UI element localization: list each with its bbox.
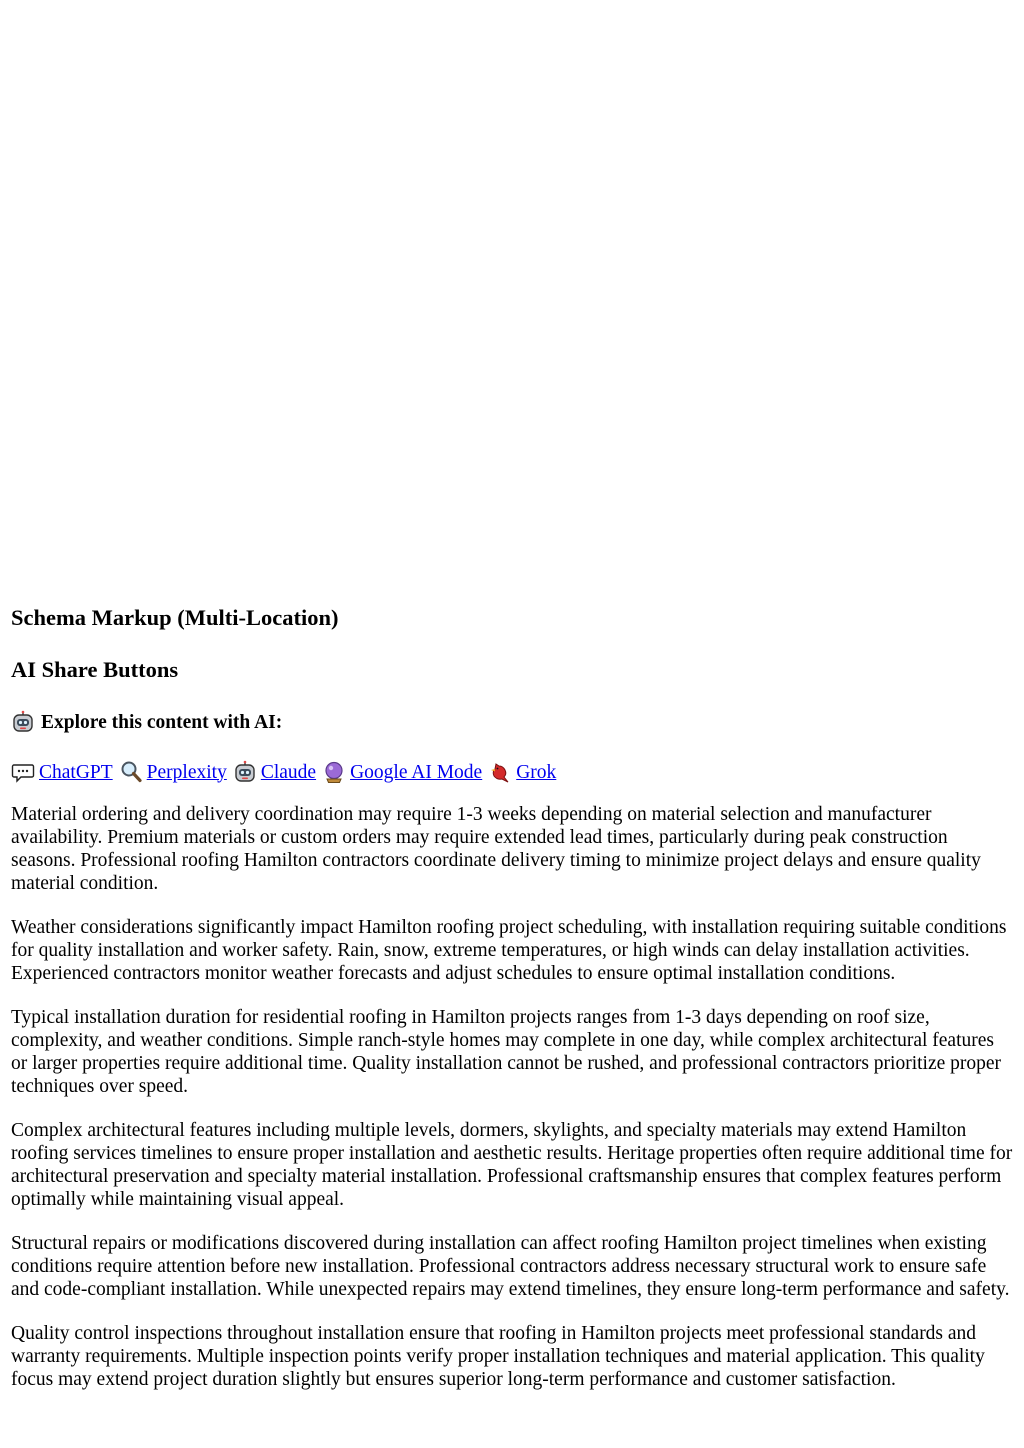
article-content	[11, 603, 1014, 1412]
bird-icon	[488, 760, 512, 784]
chatgpt-link-label: ChatGPT	[39, 761, 113, 783]
paragraph-structural-repairs: Structural repairs or modifications discovered during installation can affect roofing Hamilton project timelines when existing conditions require attention before new installation. Professional contractors address necessary structural work to ensure safe and code-compliant installation. While unexpected repairs may extend timelines, they ensure long-term performance and safety.	[11, 1233, 1010, 1300]
grok-link-label: Grok	[516, 761, 557, 783]
magnifier-icon	[119, 760, 143, 784]
paragraph-quality-control: Quality control inspections throughout installation ensure that roofing in Hamilton projects meet professional standards and warranty requirements. Multiple inspection points verify proper installation techniques and material application. This quality focus may extend project duration slightly but ensures superior long-term performance and customer satisfaction.	[11, 1323, 985, 1390]
ai-share-links	[11, 759, 1014, 785]
robot-icon	[11, 710, 35, 734]
claude-link[interactable]	[233, 760, 316, 784]
speech-bubble-icon	[11, 760, 35, 784]
chatgpt-link[interactable]	[11, 760, 113, 784]
schema-markup-heading: Schema Markup (Multi-Location)	[11, 605, 339, 630]
explore-label-text: Explore this content with AI:	[41, 711, 283, 733]
perplexity-link[interactable]	[119, 760, 227, 784]
paragraph-complex-features: Complex architectural features including multiple levels, dormers, skylights, and specialty materials may extend Hamilton roofing services timelines to ensure proper installation and aesthetic results. Heritage properties often require additional time for architectural preservation and specialty material installation. Professional craftsmanship ensures that complex features perform optimally while maintaining visual appeal.	[11, 1120, 1013, 1210]
crystal-ball-icon	[322, 760, 346, 784]
claude-link-label: Claude	[260, 761, 317, 783]
ai-share-heading: AI Share Buttons	[11, 657, 179, 682]
explore-with-ai-label	[11, 709, 1014, 735]
google-ai-mode-link-label: Google AI Mode	[350, 761, 483, 783]
grok-link[interactable]	[488, 760, 556, 784]
google-ai-mode-link[interactable]	[322, 760, 482, 784]
paragraph-installation-duration: Typical installation duration for residential roofing in Hamilton projects ranges from 1-3 days depending on roof size, complexity, and weather conditions. Simple ranch-style homes may complete in one day, while complex architectural features or larger properties require additional time. Quality installation cannot be rushed, and professional contractors prioritize proper techniques over speed.	[11, 1007, 1002, 1097]
perplexity-link-label: Perplexity	[146, 761, 227, 783]
paragraph-weather: Weather considerations significantly impact Hamilton roofing project scheduling, with installation requiring suitable conditions for quality installation and worker safety. Rain, snow, extreme temperatures, or high winds can delay installation activities. Experienced contractors monitor weather forecasts and adjust schedules to ensure optimal installation conditions.	[11, 917, 1007, 984]
robot-icon	[233, 760, 257, 784]
paragraph-material-ordering: Material ordering and delivery coordination may require 1-3 weeks depending on material selection and manufacturer availability. Premium materials or custom orders may require extended lead times, particularly during peak construction seasons. Professional roofing Hamilton contractors coordinate delivery timing to minimize project delays and ensure quality material condition.	[11, 804, 981, 894]
